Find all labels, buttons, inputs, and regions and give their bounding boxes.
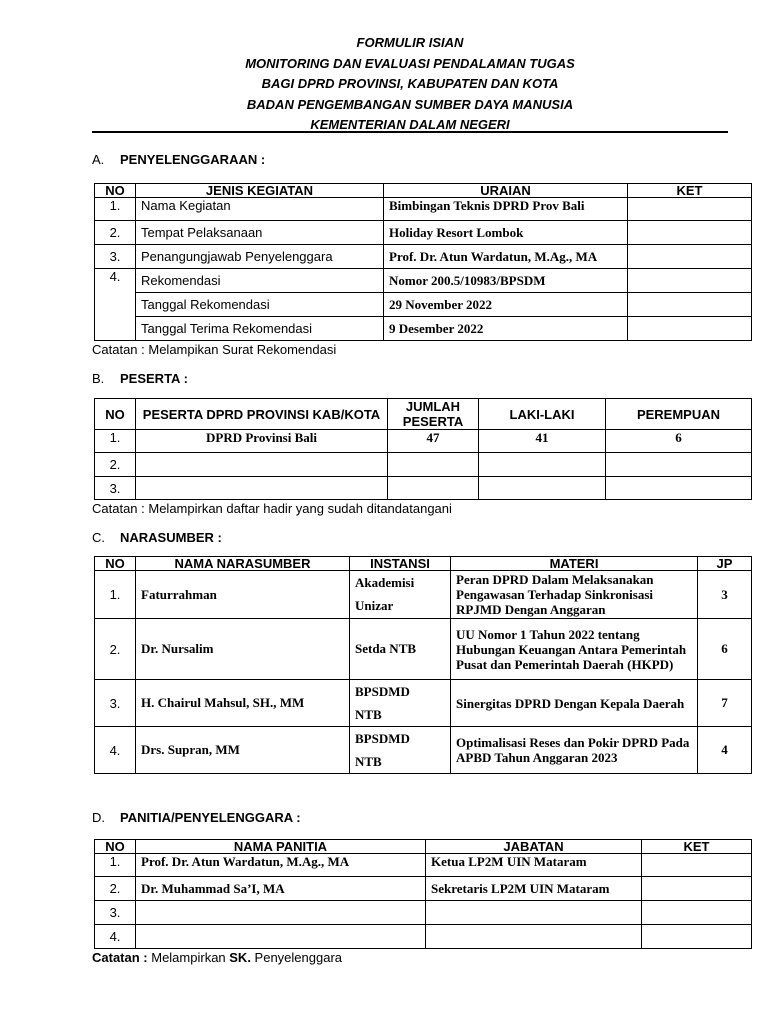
row-perempuan: 6 [606,430,752,453]
section-c-letter: C. [92,530,105,545]
row-no: 1. [95,198,136,221]
row-jabatan: Sekretaris LP2M UIN Mataram [426,877,642,901]
instansi-line: Unizar [355,598,394,613]
note-text: Melampirkan [147,950,230,965]
row-uraian: Bimbingan Teknis DPRD Prov Bali [384,198,628,221]
row-uraian: 29 November 2022 [384,293,628,317]
table-row [95,245,752,269]
row-nama: Prof. Dr. Atun Wardatun, M.Ag., MA [136,854,426,877]
header-line-4: BADAN PENGEMBANGAN SUMBER DAYA MANUSIA [246,96,574,112]
section-b-title [92,371,188,386]
table-row [95,925,752,949]
section-c-heading: NARASUMBER : [120,530,222,545]
row-jp: 4 [698,727,752,774]
instansi-line: NTB [355,754,382,769]
row-instansi [350,619,451,680]
section-d-title [92,810,301,825]
section-b-heading: PESERTA : [120,371,188,386]
section-a-heading: PENYELENGGARAAN : [120,152,266,167]
row-no: 1. [95,854,136,877]
row-nama [136,901,426,925]
col-header-jp: JP [698,557,752,571]
table-row [95,854,752,877]
row-jenis: Rekomendasi [136,269,384,293]
table-row [95,430,752,453]
col-header-nama: NAMA PANITIA [136,840,426,854]
row-uraian: Holiday Resort Lombok [384,221,628,245]
note-bold: SK. [229,950,251,965]
col-header-ket: KET [642,840,752,854]
row-jenis: Tanggal Terima Rekomendasi [136,317,384,341]
section-a-title [92,152,265,167]
table-row [95,619,752,680]
row-no: 4. [95,727,136,774]
section-b-note: Catatan : Melampirkan daftar hadir yang sudah ditandatangani [92,501,452,516]
row-jabatan [426,901,642,925]
row-ket [628,198,752,221]
section-d-letter: D. [92,810,105,825]
row-peserta: DPRD Provinsi Bali [136,430,388,453]
row-instansi [350,571,451,619]
row-jenis: Nama Kegiatan [136,198,384,221]
col-header-nama: NAMA NARASUMBER [136,557,350,571]
form-header [92,33,728,136]
row-jumlah [388,453,479,477]
header-divider [92,131,728,133]
instansi-line: NTB [355,707,382,722]
table-header-row [95,557,752,571]
row-materi: Optimalisasi Reses dan Pokir DPRD Pada APBD Tahun Anggaran 2023 [451,727,698,774]
row-materi: UU Nomor 1 Tahun 2022 tentang Hubungan Keuangan Antara Pemerintah Pusat dan Pemerintah Daerah (HKPD) [451,619,698,680]
note-label: Catatan : [92,950,148,965]
table-row [95,477,752,500]
section-a-letter: A. [92,152,105,167]
narasumber-table [94,556,752,774]
instansi-line: Setda NTB [355,641,417,656]
col-header-no: NO [95,399,136,430]
row-nama: H. Chairul Mahsul, SH., MM [136,680,350,727]
table-row [95,293,752,317]
row-ket [642,877,752,901]
table-header-row [95,840,752,854]
peserta-table [94,398,752,500]
table-row [95,571,752,619]
row-no: 2. [95,877,136,901]
header-line-1: FORMULIR ISIAN [356,35,464,50]
col-header-no: NO [95,557,136,571]
section-b-letter: B. [92,371,105,386]
row-uraian: Nomor 200.5/10983/BPSDM [384,269,628,293]
row-jp: 3 [698,571,752,619]
row-ket [628,293,752,317]
row-no: 4. [95,925,136,949]
row-materi: Sinergitas DPRD Dengan Kepala Daerah [451,680,698,727]
row-laki: 41 [479,430,606,453]
table-row [95,453,752,477]
section-a-note: Catatan : Melampikan Surat Rekomendasi [92,342,337,357]
row-uraian: 9 Desember 2022 [384,317,628,341]
col-header-jumlah: JUMLAH PESERTA [388,399,479,430]
instansi-line: Akademisi [355,575,415,590]
row-no: 4. [95,269,136,341]
row-ket [642,925,752,949]
row-jp: 7 [698,680,752,727]
row-jabatan: Ketua LP2M UIN Mataram [426,854,642,877]
section-c-title [92,530,222,545]
row-perempuan [606,453,752,477]
row-jumlah [388,477,479,500]
table-row [95,680,752,727]
col-header-jenis: JENIS KEGIATAN [136,184,384,198]
row-no: 3. [95,245,136,269]
row-ket [628,317,752,341]
col-header-materi: MATERI [451,557,698,571]
col-header-uraian: URAIAN [384,184,628,198]
table-row [95,269,752,293]
row-nama [136,925,426,949]
row-materi: Peran DPRD Dalam Melaksanakan Pengawasan Terhadap Sinkronisasi RPJMD Dengan Anggaran [451,571,698,619]
instansi-line: BPSDMD [355,684,410,699]
row-nama: Drs. Supran, MM [136,727,350,774]
col-header-laki: LAKI-LAKI [479,399,606,430]
row-no: 3. [95,680,136,727]
section-d-note [92,950,342,965]
row-jabatan [426,925,642,949]
col-header-no: NO [95,840,136,854]
row-jp: 6 [698,619,752,680]
table-header-row [95,399,752,430]
row-instansi [350,727,451,774]
row-jenis: Penangungjawab Penyelenggara [136,245,384,269]
table-row [95,901,752,925]
col-header-no: NO [95,184,136,198]
col-header-peserta: PESERTA DPRD PROVINSI KAB/KOTA [136,399,388,430]
row-nama: Dr. Nursalim [136,619,350,680]
row-ket [642,901,752,925]
col-header-perempuan: PEREMPUAN [606,399,752,430]
panitia-table [94,839,752,949]
table-row [95,198,752,221]
row-peserta [136,477,388,500]
row-ket [628,245,752,269]
col-header-jabatan: JABATAN [426,840,642,854]
table-row [95,317,752,341]
row-no: 1. [95,430,136,453]
table-row [95,727,752,774]
col-header-instansi: INSTANSI [350,557,451,571]
row-no: 3. [95,901,136,925]
header-line-3: BAGI DPRD PROVINSI, KABUPATEN DAN KOTA [261,76,559,91]
row-ket [628,221,752,245]
row-uraian: Prof. Dr. Atun Wardatun, M.Ag., MA [384,245,628,269]
row-perempuan [606,477,752,500]
row-nama: Faturrahman [136,571,350,619]
row-nama: Dr. Muhammad Sa’I, MA [136,877,426,901]
table-row [95,877,752,901]
row-instansi [350,680,451,727]
section-d-heading: PANITIA/PENYELENGGARA : [120,810,301,825]
row-laki [479,477,606,500]
row-jenis: Tanggal Rekomendasi [136,293,384,317]
instansi-line: BPSDMD [355,731,410,746]
header-line-5: KEMENTERIAN DALAM NEGERI [310,117,510,132]
header-line-2: MONITORING DAN EVALUASI PENDALAMAN TUGAS [245,55,575,71]
row-peserta [136,453,388,477]
row-jenis: Tempat Pelaksanaan [136,221,384,245]
row-laki [479,453,606,477]
row-no: 3. [95,477,136,500]
note-tail: Penyelenggara [250,950,343,965]
row-no: 2. [95,221,136,245]
row-no: 1. [95,571,136,619]
col-header-ket: KET [628,184,752,198]
table-row [95,221,752,245]
row-no: 2. [95,453,136,477]
row-ket [628,269,752,293]
penyelenggaraan-table [94,183,752,341]
row-no: 2. [95,619,136,680]
table-header-row [95,184,752,198]
row-jumlah: 47 [388,430,479,453]
row-ket [642,854,752,877]
